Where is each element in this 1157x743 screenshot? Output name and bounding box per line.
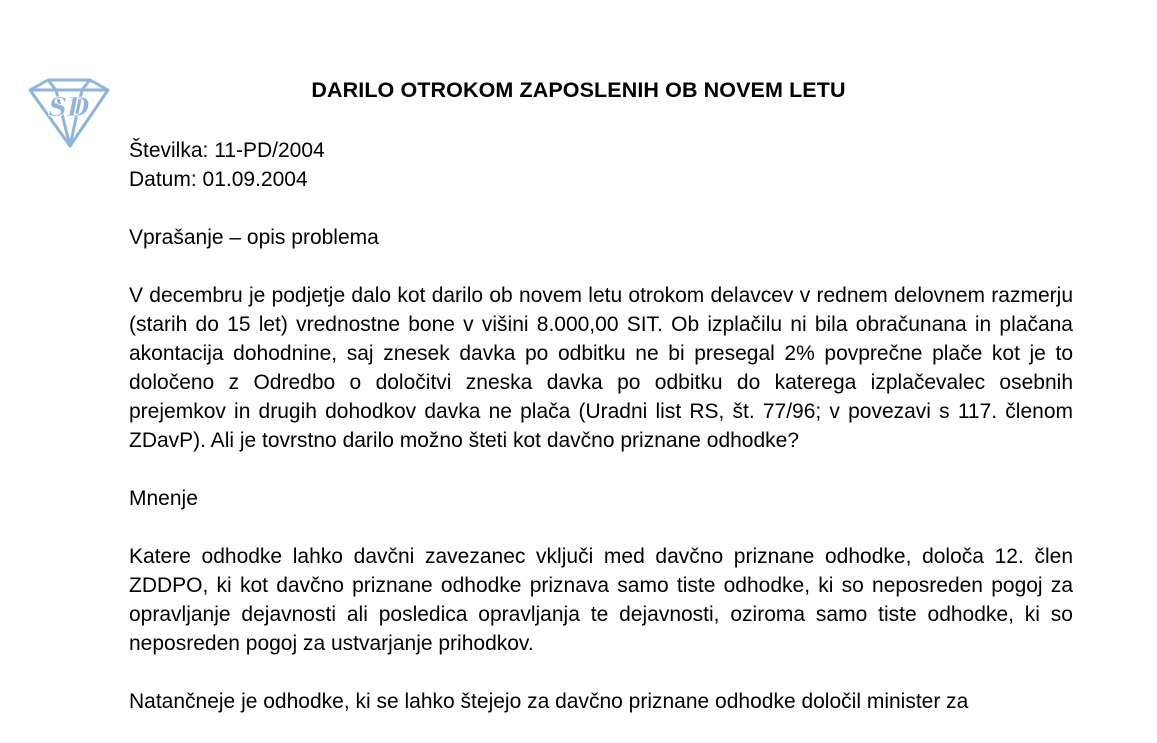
document-date: Datum: 01.09.2004 [129,168,308,191]
document-body [129,136,1073,716]
document-title: DARILO OTROKOM ZAPOSLENIH OB NOVEM LETU [311,78,846,102]
question-paragraph: V decembru je podjetje dalo kot darilo ob novem letu otrokom delavcev v rednem delovnem razmerju (starih do 15 let) vrednostne bone v višini 8.000,00 SIT. Ob izplačilu ni bila obračunana in plačana akontacija dohodnine, saj znesek davka po odbitku ne bi presegal 2% povprečne plače kot je to določeno z Odredbo o določitvi zneska davka po odbitku do katerega izplačevalec osebnih prejemkov in drugih dohodkov davka ne plača (Uradni list RS, št. 77/96; v povezavi s 117. členom ZDavP). Ali je tovrstno darilo možno šteti kot davčno priznane odhodke? [129,284,1073,452]
document-number: Številka: 11-PD/2004 [129,139,325,162]
opinion-paragraph-1: Katere odhodke lahko davčni zavezanec vključi med davčno priznane odhodke, določa 12. člen ZDDPO, ki kot davčno priznane odhodke priznava samo tiste odhodke, ki so neposreden pogoj za opravljanje dejavnosti ali posledica opravljanja te dejavnosti, oziroma samo tiste odhodke, ki so neposreden pogoj za ustvarjanje prihodkov. [129,545,1073,655]
opinion-heading: Mnenje [129,487,198,510]
opinion-paragraph-2: Natančneje je odhodke, ki se lahko štejejo za davčno priznane odhodke določil minister za [129,690,969,713]
logo-text: SD [48,93,90,123]
question-heading: Vprašanje – opis problema [129,226,379,249]
